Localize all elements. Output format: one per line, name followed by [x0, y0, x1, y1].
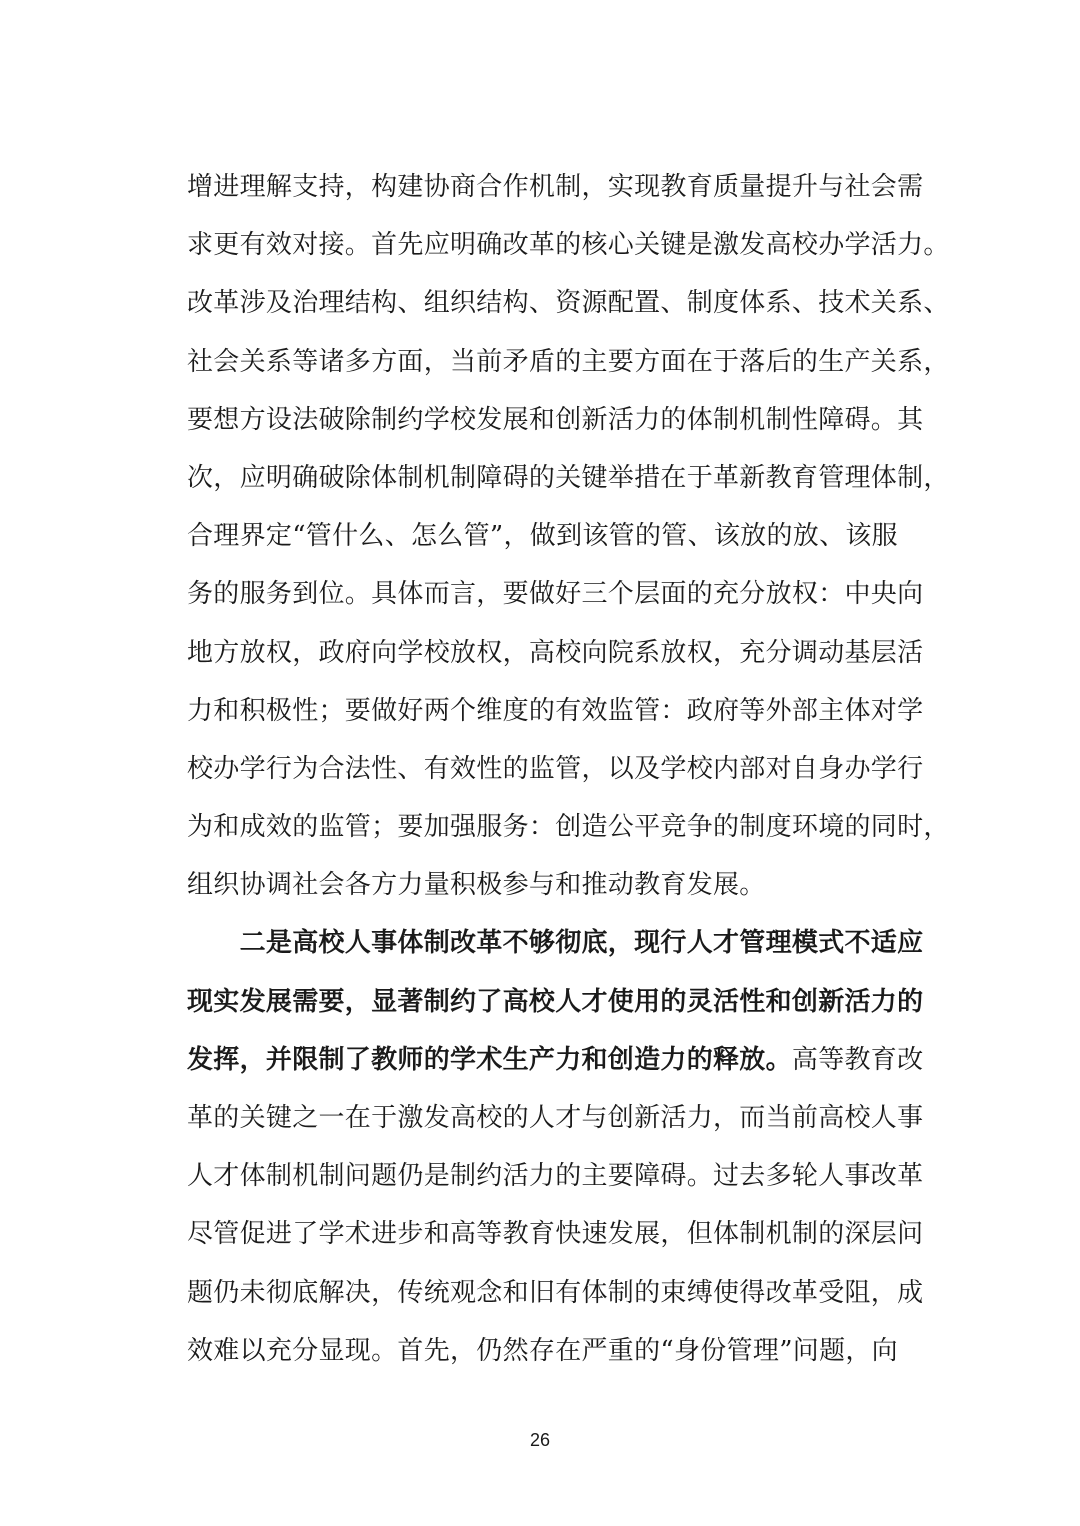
page-number: 26 [529, 1430, 551, 1450]
text-line [187, 565, 924, 623]
text-line [187, 333, 950, 391]
text-run: 地方放权，政府向学校放权，高校向院系放权，充分调动基层活 [187, 637, 924, 668]
text-line [187, 973, 924, 1031]
text-run: 改革涉及治理结构、组织结构、资源配置、制度体系、技术关系、 [187, 288, 950, 319]
text-line [187, 449, 950, 507]
text-run: 高等教育改 [791, 1044, 924, 1075]
text-run: 人才体制机制问题仍是制约活力的主要障碍。过去多轮人事改革 [187, 1161, 924, 1192]
text-run: 力和积极性；要做好两个维度的有效监管：政府等外部主体对学 [187, 695, 924, 726]
text-line [187, 274, 950, 332]
text-line [187, 740, 924, 798]
text-run: 增进理解支持，构建协商合作机制，实现教育质量提升与社会需 [187, 172, 924, 202]
text-line [187, 1147, 924, 1205]
text-run: 务的服务到位。具体而言，要做好三个层面的充分放权：中央向 [187, 579, 924, 610]
text-line [187, 1031, 924, 1089]
bold-text-run: 二是高校人事体制改革不够彻底，现行人才管理模式不适应 [187, 928, 924, 959]
text-run: 题仍未彻底解决，传统观念和旧有体制的束缚使得改革受阻，成 [187, 1277, 924, 1308]
text-line [187, 391, 924, 449]
text-run: 校办学行为合法性、有效性的监管，以及学校内部对自身办学行 [187, 753, 924, 784]
text-line [187, 682, 924, 740]
text-line [187, 158, 924, 216]
text-line [187, 1089, 924, 1147]
text-line [187, 798, 950, 856]
bold-text-run: 发挥，并限制了教师的学术生产力和创造力的释放。 [187, 1044, 792, 1075]
text-line [187, 1205, 924, 1263]
text-run: 革的关键之一在于激发高校的人才与创新活力，而当前高校人事 [187, 1103, 924, 1133]
text-run: 组织协调社会各方力量积极参与和推动教育发展。 [187, 870, 766, 901]
text-run: 为和成效的监管；要加强服务：创造公平竞争的制度环境的同时， [187, 812, 950, 843]
text-line [187, 507, 898, 565]
text-run: 尽管促进了学术进步和高等教育快速发展，但体制机制的深层问 [187, 1219, 924, 1250]
text-run: 社会关系等诸多方面，当前矛盾的主要方面在于落后的生产关系， [187, 346, 950, 377]
text-line [187, 1322, 898, 1380]
text-run: 次，应明确破除体制机制障碍的关键举措在于革新教育管理体制， [187, 462, 950, 493]
text-line [187, 856, 893, 914]
text-run: 效难以充分显现。首先，仍然存在严重的“身份管理”问题，向 [187, 1335, 898, 1366]
text-line [187, 624, 924, 682]
text-run: 求更有效对接。首先应明确改革的核心关键是激发高校办学活力。 [187, 230, 950, 261]
text-run: 要想方设法破除制约学校发展和创新活力的体制机制性障碍。其 [187, 404, 924, 435]
text-line [187, 914, 924, 972]
body-text [187, 158, 950, 1380]
text-line [187, 216, 950, 274]
bold-text-run: 现实发展需要，显著制约了高校人才使用的灵活性和创新活力的 [187, 986, 924, 1017]
text-line [187, 1264, 924, 1322]
text-run: 合理界定“管什么、怎么管”，做到该管的管、该放的放、该服 [187, 521, 898, 552]
